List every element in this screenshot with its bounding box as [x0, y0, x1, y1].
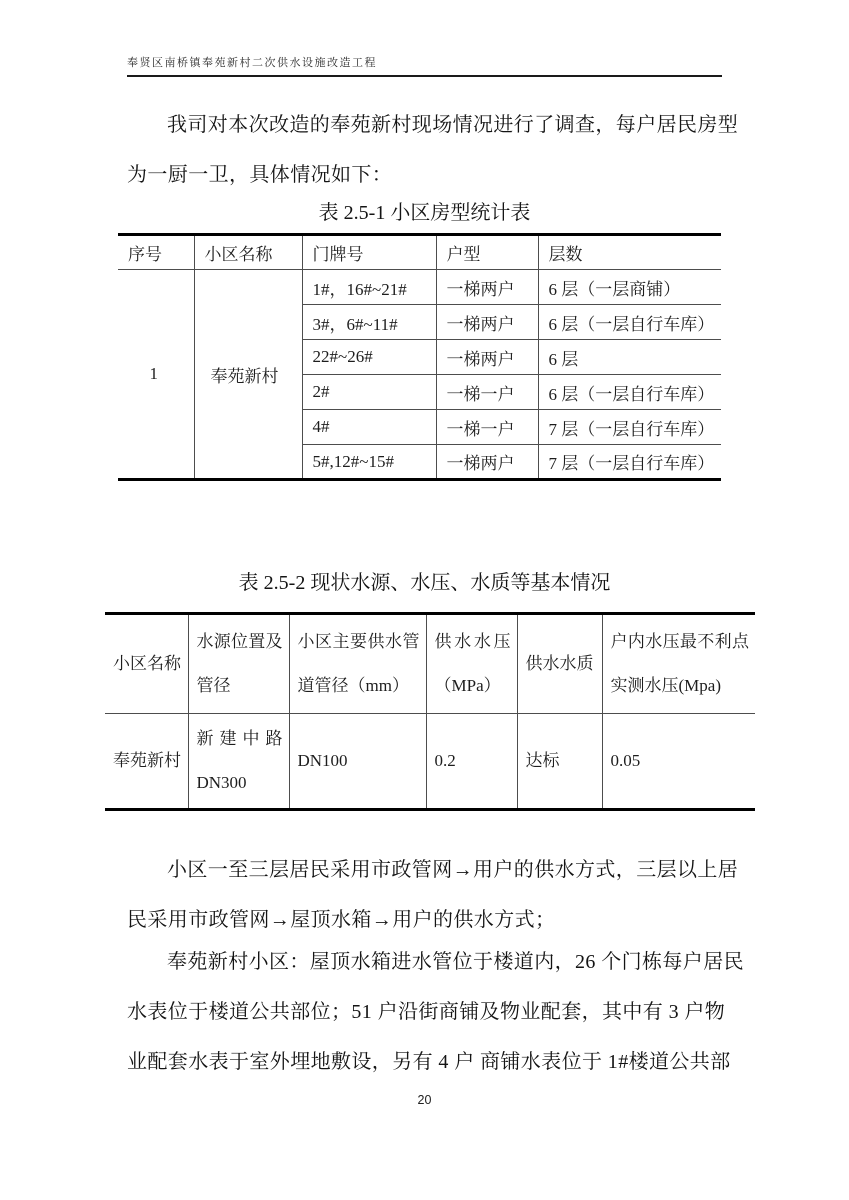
floors-cell: 7 层（一层自行车库）: [538, 410, 721, 445]
doors-cell: 1#，16#~21#: [302, 270, 436, 305]
paragraph-line: 业配套水表于室外埋地敷设，另有 4 户 商铺水表位于 1#楼道公共部: [127, 1051, 731, 1073]
unit-type-cell: 一梯两户: [436, 445, 538, 480]
table-header-row: [105, 614, 755, 714]
table-row: [105, 714, 755, 810]
paragraph-line: 民采用市政管网→屋顶水箱→用户的供水方式；: [127, 909, 556, 931]
page-number: 20: [417, 1093, 432, 1107]
floors-cell: 6 层（一层自行车库）: [538, 305, 721, 340]
floors-cell: 7 层（一层自行车库）: [538, 445, 721, 480]
unit-type-cell: 一梯两户: [436, 270, 538, 305]
doors-cell: 4#: [302, 410, 436, 445]
col-header-community: 小区名称: [105, 614, 188, 714]
col-header-serial: 序号: [118, 235, 194, 270]
doors-cell: 22#~26#: [302, 340, 436, 375]
housing-type-table: [118, 233, 721, 481]
col-header-floors: 层数: [538, 235, 721, 270]
unit-type-cell: 一梯两户: [436, 305, 538, 340]
col-header-quality: 供水水质: [517, 614, 602, 714]
unit-type-cell: 一梯一户: [436, 410, 538, 445]
col-header-pressure: 供水水压（MPa）: [426, 614, 517, 714]
source-location-cell: 新建中路DN300: [188, 714, 289, 810]
table-header-row: [118, 235, 721, 270]
paragraph-line: 为一厨一卫，具体情况如下：: [127, 164, 393, 186]
paragraph-1: [127, 100, 739, 200]
page-header-title: 奉贤区南桥镇奉苑新村二次供水设施改造工程: [127, 57, 377, 69]
page-header: [127, 54, 722, 77]
paragraph-3: [127, 937, 744, 1087]
doors-cell: 5#,12#~15#: [302, 445, 436, 480]
pipe-diameter-cell: DN100: [289, 714, 426, 810]
community-cell: 奉苑新村: [105, 714, 188, 810]
worst-point-cell: 0.05: [602, 714, 755, 810]
col-header-doors: 门牌号: [302, 235, 436, 270]
pressure-cell: 0.2: [426, 714, 517, 810]
paragraph-line: 我司对本次改造的奉苑新村现场情况进行了调查，每户居民房型: [167, 114, 739, 136]
table2-caption: 表 2.5-2 现状水源、水压、水质等基本情况: [238, 572, 611, 594]
paragraph-line: 奉苑新村小区：屋顶水箱进水管位于楼道内，26 个门栋每户居民: [167, 951, 744, 973]
serial-cell: 1: [118, 270, 194, 480]
doors-cell: 3#，6#~11#: [302, 305, 436, 340]
table-row: [118, 270, 721, 305]
water-supply-status-table: [105, 612, 755, 811]
col-header-community: 小区名称: [194, 235, 302, 270]
floors-cell: 6 层（一层商铺）: [538, 270, 721, 305]
paragraph-line: 小区一至三层居民采用市政管网→用户的供水方式，三层以上居: [167, 859, 739, 881]
unit-type-cell: 一梯一户: [436, 375, 538, 410]
floors-cell: 6 层（一层自行车库）: [538, 375, 721, 410]
col-header-worst-point: 户内水压最不利点实测水压(Mpa): [602, 614, 755, 714]
quality-cell: 达标: [517, 714, 602, 810]
col-header-unit-type: 户型: [436, 235, 538, 270]
col-header-pipe-diameter: 小区主要供水管道管径（mm）: [289, 614, 426, 714]
floors-cell: 6 层: [538, 340, 721, 375]
table1-caption: 表 2.5-1 小区房型统计表: [318, 202, 531, 224]
paragraph-line: 水表位于楼道公共部位；51 户沿街商铺及物业配套，其中有 3 户物: [127, 1001, 726, 1023]
community-cell: 奉苑新村: [194, 270, 302, 480]
doors-cell: 2#: [302, 375, 436, 410]
paragraph-2: [127, 845, 739, 945]
unit-type-cell: 一梯两户: [436, 340, 538, 375]
col-header-source-location: 水源位置及管径: [188, 614, 289, 714]
